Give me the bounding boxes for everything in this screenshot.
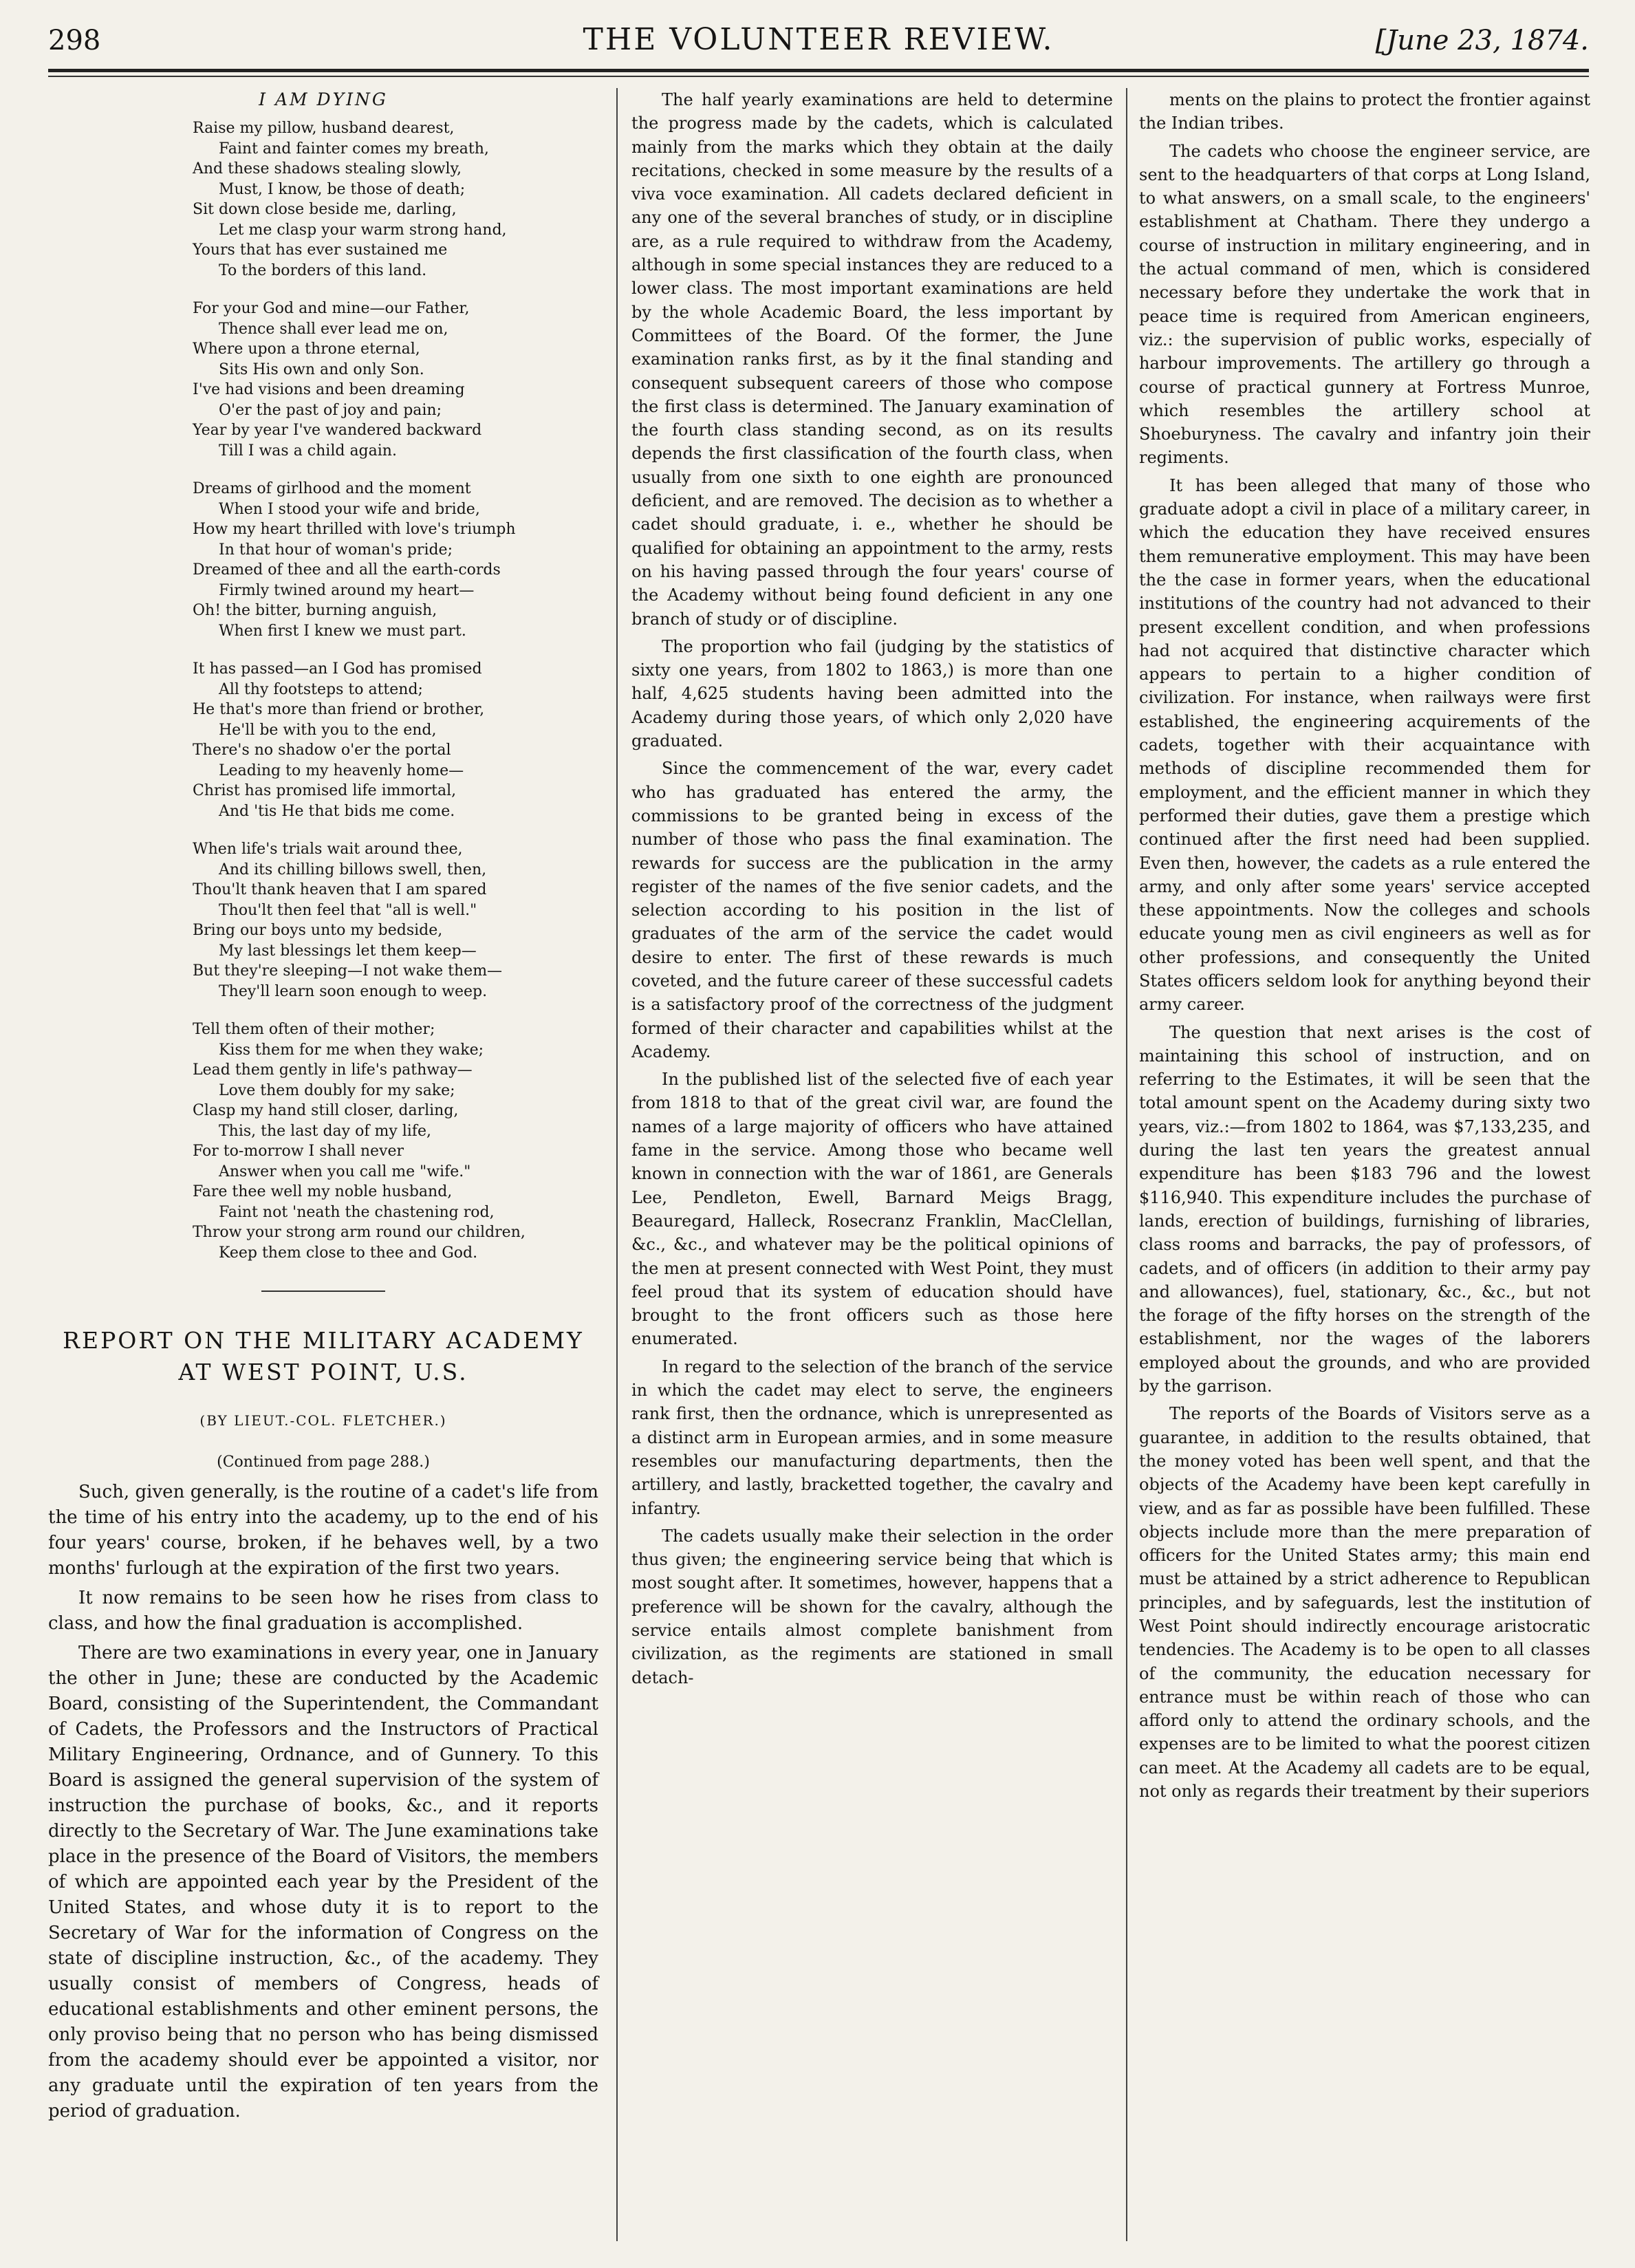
article-title-line-1: REPORT ON THE MILITARY ACADEMY (63, 1327, 584, 1354)
poem-line: Dreams of girlhood and the moment (193, 480, 471, 498)
poem-line: They'll learn soon enough to weep. (219, 982, 488, 1000)
poem-line: Firmly twined around my heart— (219, 581, 475, 599)
poem-line: He'll be with you to the end, (219, 721, 437, 739)
poem-line: My last blessings let them keep— (219, 942, 477, 960)
poem-line: Answer when you call me "wife." (219, 1163, 471, 1180)
poem-line: Thou'lt thank heaven that I am spared (193, 881, 487, 899)
poem-line: There's no shadow o'er the portal (193, 742, 451, 759)
poem-body (48, 118, 598, 1263)
article-paragraph: It now remains to be seen how he rises from class to class, and how the final graduation is accomplished. (48, 1587, 598, 1634)
poem-line: Lead them gently in life's pathway— (193, 1061, 473, 1079)
poem-line: How my heart thrilled with love's triumph (193, 521, 516, 539)
poem-line: Thence shall ever lead me on, (219, 320, 448, 338)
poem-line: Love them doubly for my sake; (219, 1081, 455, 1099)
poem-line: Clasp my hand still closer, darling, (193, 1102, 459, 1120)
poem-stanza (48, 659, 598, 821)
poem-line: When I stood your wife and bride, (219, 500, 480, 518)
poem-stanza (48, 1019, 598, 1263)
article-column-1-text (48, 1480, 598, 2124)
publication-title: THE VOLUNTEER REVIEW. (583, 22, 1054, 57)
article-title-line-2: AT WEST POINT, U.S. (178, 1359, 468, 1386)
poem-line: When life's trials wait around thee, (193, 841, 463, 858)
column-divider (616, 88, 618, 2241)
poem-line: To the borders of this land. (219, 261, 427, 279)
article-title (48, 1325, 598, 1388)
article-paragraph: In regard to the selection of the branch of the service in which the cadet may elect to serve, the engineers rank first, then the ordnance, which is unrepresented as a distinct arm in European armies, and in some measure resembles our manufacturing departments, then the artillery, and lastly, bracketted together, the cavalry and infantry. (631, 1357, 1113, 1518)
article-paragraph: In the published list of the selected five of each year from 1818 to that of the great civil war, are found the names of a large majority of officers who have attained fame in the service. Among those who became well known in connection with the war of 1861, are Generals Lee, Pendleton, Ewell, Barnard Meigs Bragg, Beauregard, Halleck, Rosecranz Franklin, MacClellan, &c., &c., and whatever may be the political opinions of the men at present connected with West Point, they must feel proud that its system of education should have brought to the front officers such as those here enumerated. (631, 1070, 1113, 1349)
column-2 (631, 88, 1113, 1694)
poem-line: He that's more than friend or brother, (193, 701, 485, 719)
article-paragraph: ments on the plains to protect the frontier against the Indian tribes. (1139, 90, 1590, 133)
poem-line: In that hour of woman's pride; (219, 541, 453, 559)
poem-line: Let me clasp your warm strong hand, (219, 221, 507, 239)
article-paragraph: The half yearly examinations are held to determine the progress made by the cadets, which is calculated mainly from the marks which they obtain at the daily recitations, checked in some measure by the results of a viva voce examination. All cadets declared deficient in any one of the several branches of study, or in discipline are, as a rule required to withdraw from the Academy, although in some special instances they are reduced to a lower class. The most important examinations are held by the whole Academic Board, the less important by Committees of the Board. Of the former, the June examination ranks first, as by it the final standing and consequent subsequent careers of those who compose the first class is determined. The January examination of the fourth class standing second, as on its results depends the first classification of the fourth class, when usually from one sixth to one eighth are pronounced deficient, and are removed. The decision as to whether a cadet should graduate, i. e., whether he should be qualified for obtaining an appointment to the army, rests on his having passed through the four years' course of the Academy without being found deficient in any one branch of study or of discipline. (631, 90, 1113, 629)
poem-line: Oh! the bitter, burning anguish, (193, 602, 437, 620)
section-divider (261, 1290, 385, 1292)
poem-line: Leading to my heavenly home— (219, 762, 464, 779)
poem-line: This, the last day of my life, (219, 1122, 431, 1140)
poem-line: Where upon a throne eternal, (193, 341, 420, 358)
poem-line: Raise my pillow, husband dearest, (193, 120, 455, 138)
poem-line: Throw your strong arm round our children, (193, 1224, 526, 1242)
article-paragraph: The cadets who choose the engineer service, are sent to the headquarters of that corps at Long Island, to what answers, on a small scale, to the engineers' establishment at Chatham. There they undergo a course of instruction in military engineering, and in the actual command of men, which is considered necessary before they undertake the work that in peace time is required from American engineers, viz.: the supervision of public works, especially of harbour improvements. The artillery go through a course of practical gunnery at Fortress Munroe, which resembles the artillery school at Shoeburyness. The cavalry and infantry join their regiments. (1139, 141, 1590, 468)
poem-line: Keep them close to thee and God. (219, 1244, 478, 1262)
issue-date: [June 23, 1874. (1375, 25, 1589, 56)
poem-line: Tell them often of their mother; (193, 1021, 435, 1039)
article-paragraph: It has been alleged that many of those who graduate adopt a civil in place of a military career, in which the education they have received ensures them remunerative employment. This may have been the the case in former years, when the educational institutions of the country had not advanced to their present excellent condition, and when professions had not acquired that distinctive character which appears to pertain to a higher condition of civilization. For instance, when railways were first established, the engineering acquirements of the cadets, together with their acquaintance with methods of discipline recommended them for employment, and the efficient manner in which they performed their duties, gave them a prestige which continued after the first need had been supplied. Even then, however, the cadets as a rule entered the army, and only after some years' service accepted these appointments. Now the colleges and schools educate young men as civil engineers as well as for other professions, and consequently the United States officers seldom look for anything beyond their army career. (1139, 475, 1590, 1015)
poem-line: And these shadows stealing slowly, (193, 160, 462, 178)
poem-line: Year by year I've wandered backward (193, 422, 482, 440)
column-3 (1139, 88, 1590, 1807)
article-paragraph: The cadets usually make their selection in the order thus given; the engineering service being that which is most sought after. It sometimes, however, happens that a preference will be shown for the cavalry, although the service entails almost complete banishment from civilization, as the regiments are stationed in small detach- (631, 1526, 1113, 1687)
poem-stanza (48, 479, 598, 641)
poem-title: I AM DYING (259, 89, 388, 109)
article-paragraph: The question that next arises is the cost of maintaining this school of instruction, and on referring to the Estimates, it will be seen that the total amount spent on the Academy during sixty two years, viz.:—from 1802 to 1864, was $7,133,235, and during the last ten years the greatest annual expenditure has been $183 796 and the lowest $116,940. This expenditure includes the purchase of lands, erection of buildings, furnishing of libraries, class rooms and barracks, the pay of professors, of cadets, and of officers (in addition to their army pay and allowances), fuel, stationary, &c., &c., but not the forage of the fifty horses on the strength of the establishment, nor the wages of the laborers employed about the grounds, and who are provided by the garrison. (1139, 1022, 1590, 1396)
poem-line: Faint not 'neath the chastening rod, (219, 1203, 495, 1221)
poem-line: All thy footsteps to attend; (219, 680, 423, 698)
page-header (48, 19, 1589, 61)
poem-stanza (48, 839, 598, 1002)
header-rule-thin (48, 76, 1589, 77)
poem-line: Till I was a child again. (219, 442, 397, 460)
poem-line: Yours that has ever sustained me (193, 241, 448, 259)
poem-stanza (48, 118, 598, 281)
article-paragraph: The reports of the Boards of Visitors serve as a guarantee, in addition to the results obtained, that the money voted has been well spent, and that the objects of the Academy have been kept carefully in view, and as far as possible have been fulfilled. These objects include more than the mere preparation of officers for the United States army; this main end must be attained by a strict adherence to Republican principles, and by safeguards, lest the institution of West Point should indirectly encourage aristocratic tendencies. The Academy is to be open to all classes of the community, the education necessary for entrance must be within reach of those who can afford only to attend the ordinary schools, and the expenses are to be limited to what the poorest citizen can meet. At the Academy all cadets are to be equal, not only as regards their treatment by their superiors (1139, 1404, 1590, 1802)
poem-stanza (48, 299, 598, 461)
poem-line: Must, I know, be those of death; (219, 180, 466, 198)
poem-line: Fare thee well my noble husband, (193, 1183, 453, 1201)
column-divider (1126, 88, 1127, 2241)
article-paragraph: Since the commencement of the war, every cadet who has graduated has entered the army, the commissions to be granted being in excess of the number of those who pass the final examination. The rewards for success are the publication in the army register of the names of the five senior cadets, and the selection according to his position in the list of graduates of the arm of the service the cadet would desire to enter. The first of these rewards is much coveted, and the future career of these successful cadets is a satisfactory proof of the correctness of the judgment formed of their character and capabilities whilst at the Academy. (631, 759, 1113, 1061)
poem-line: Sit down close beside me, darling, (193, 201, 457, 219)
poem-line: When first I knew we must part. (219, 622, 466, 640)
poem-line: It has passed—an I God has promised (193, 660, 482, 678)
poem-line: And its chilling billows swell, then, (219, 861, 487, 878)
column-1 (48, 88, 598, 2128)
article-paragraph: There are two examinations in every year, one in January the other in June; these are conducted by the Academic Board, consisting of the Superintendent, the Commandant of Cadets, the Professors and the Instructors of Practical Military Engineering, Ordnance, and of Gunnery. To this Board is assigned the general supervision of the system of instruction the purchase of books, &c., and it reports directly to the Secretary of War. The June examinations take place in the presence of the Board of Visitors, the members of which are appointed each year by the President of the United States, and whose duty it is to report to the Secretary of War for the information of Congress on the state of discipline instruction, &c., of the academy. They usually consist of members of Congress, heads of educational establishments and other eminent persons, the only proviso being that no person who has being dismissed from the academy should ever be appointed a visitor, nor any graduate until the expiration of ten years from the period of graduation. (48, 1642, 598, 2121)
poem-line: Kiss them for me when they wake; (219, 1041, 484, 1059)
poem-line: O'er the past of joy and pain; (219, 401, 442, 419)
poem-line: Faint and fainter comes my breath, (219, 140, 489, 158)
poem-line: Christ has promised life immortal, (193, 782, 457, 800)
poem-line: And 'tis He that bids me come. (219, 802, 455, 820)
poem-line: For to-morrow I shall never (193, 1143, 404, 1160)
poem-line: Bring our boys unto my bedside, (193, 922, 443, 940)
article-paragraph: The proportion who fail (judging by the statistics of sixty one years, from 1802 to 1863,) is more than one half, 4,625 students having been admitted into the Academy during those years, of which only 2,020 have graduated. (631, 636, 1113, 751)
poem-line: For your God and mine—our Father, (193, 300, 470, 318)
poem-line: Thou'lt then feel that "all is well." (219, 901, 477, 919)
continued-note: (Continued from page 288.) (217, 1453, 430, 1471)
poem-line: Dreamed of thee and all the earth-cords (193, 561, 501, 579)
poem-line: Sits His own and only Son. (219, 360, 424, 378)
header-rule (48, 69, 1589, 72)
page-number: 298 (48, 25, 101, 56)
article-paragraph: Such, given generally, is the routine of a cadet's life from the time of his entry into the academy, up to the end of his four years' course, broken, if he behaves well, by a two months' furlough at the expiration of the first two years. (48, 1481, 598, 1579)
poem-line: I've had visions and been dreaming (193, 381, 465, 399)
poem-line: But they're sleeping—I not wake them— (193, 962, 503, 980)
article-byline: (BY LIEUT.-COL. FLETCHER.) (199, 1412, 447, 1429)
